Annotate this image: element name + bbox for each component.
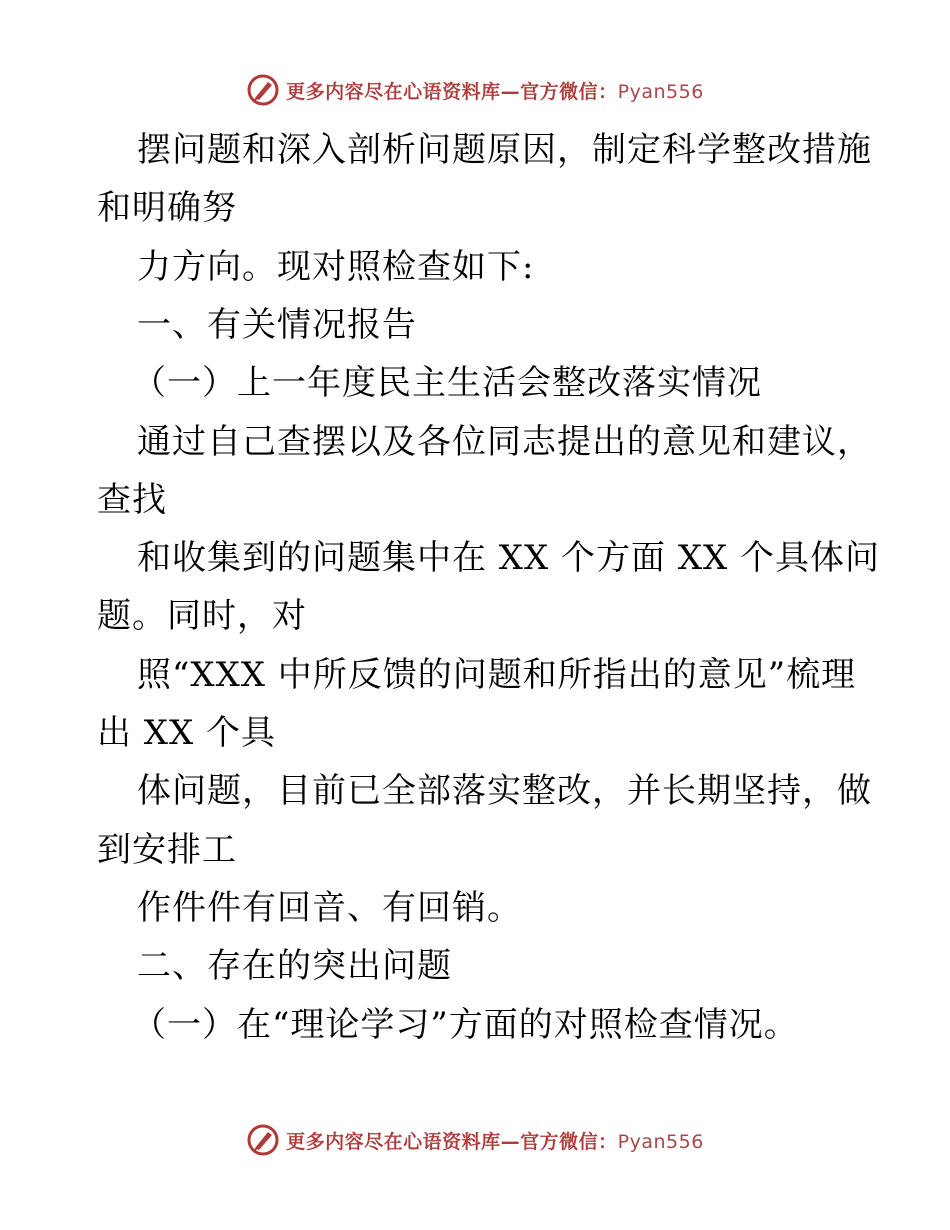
footer-banner-text: 更多内容尽在心语资料库—官方微信：Pyan556: [286, 1130, 704, 1153]
body-line: 出 XX 个具: [97, 713, 277, 753]
header-banner: [0, 70, 950, 110]
subsection-heading: （一）在“理论学习”方面的对照检查情况。: [132, 1005, 799, 1045]
body-line: 摆问题和深入剖析问题原因，制定科学整改措施: [137, 130, 872, 170]
body-line: 到安排工: [97, 830, 237, 870]
header-banner-text: 更多内容尽在心语资料库—官方微信：Pyan556: [286, 80, 704, 103]
section-heading: 一、有关情况报告: [137, 305, 417, 345]
body-line: 体问题，目前已全部落实整改，并长期坚持，做: [137, 771, 872, 811]
subsection-heading: （一）上一年度民主生活会整改落实情况: [132, 363, 762, 403]
section-heading: 二、存在的突出问题: [137, 946, 452, 986]
body-line: 和明确努: [97, 188, 237, 228]
body-line: 题。同时，对: [97, 596, 307, 636]
quill-logo-icon: [246, 73, 280, 107]
body-line: 作件件有回音、有回销。: [137, 888, 522, 928]
header-wechat-id: Pyan556: [617, 80, 704, 103]
footer-wechat-id: Pyan556: [617, 1130, 704, 1153]
body-line: 通过自己查摆以及各位同志提出的意见和建议，: [137, 422, 872, 462]
body-line: 照“XXX 中所反馈的问题和所指出的意见”梳理: [137, 655, 857, 695]
body-line: 查找: [97, 480, 167, 520]
body-line: 力方向。现对照检查如下:: [137, 247, 535, 287]
body-line: 和收集到的问题集中在 XX 个方面 XX 个具体问: [137, 538, 881, 578]
quill-logo-icon: [246, 1123, 280, 1157]
footer-banner: [0, 1120, 950, 1160]
